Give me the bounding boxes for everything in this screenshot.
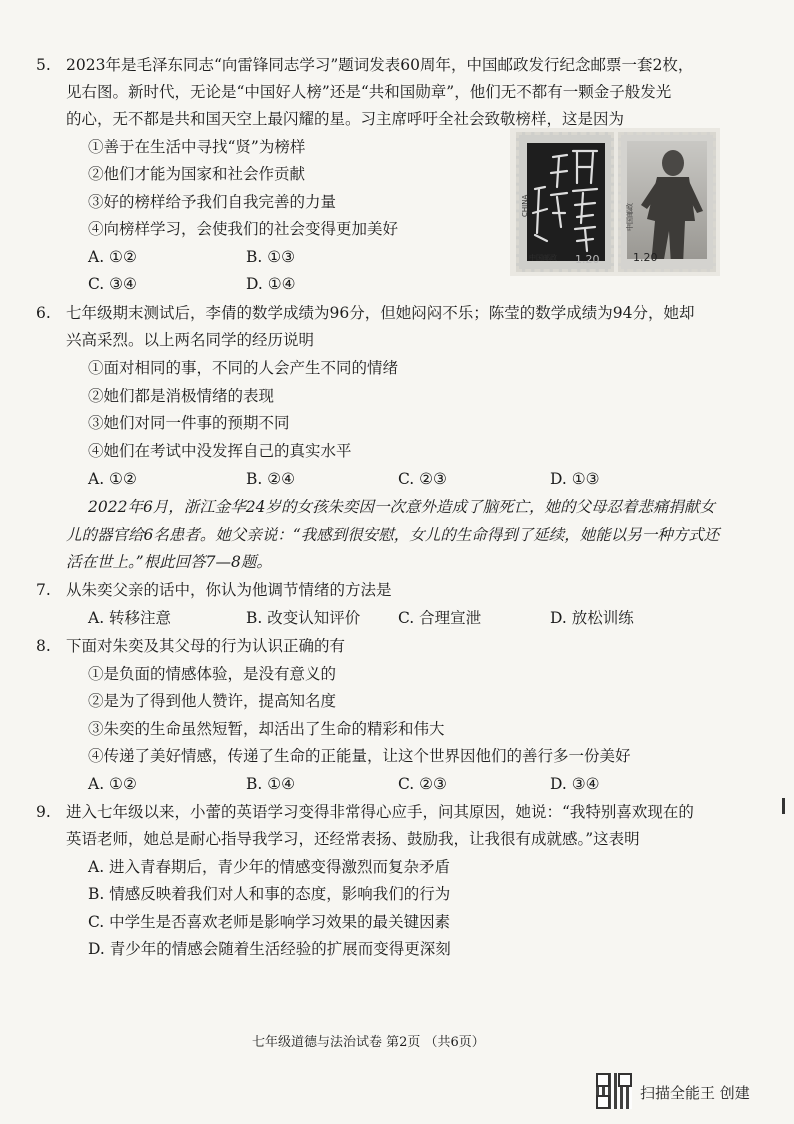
- material-line-2: 儿的器官给6名患者。她父亲说：“我感到很安慰，女儿的生命得到了延续，她能以另一种方式还: [66, 526, 720, 544]
- q5-option-a: A. ①②: [88, 248, 137, 266]
- q6-item-1: ①面对相同的事，不同的人会产生不同的情绪: [88, 359, 399, 377]
- q8-stem: 下面对朱奕及其父母的行为认识正确的有: [66, 637, 346, 655]
- calligraphy-strokes-icon: [527, 143, 605, 257]
- q6-stem-line-2: 兴高采烈。以上两名同学的经历说明: [66, 331, 315, 349]
- q5-item-3: ③好的榜样给予我们自我完善的力量: [88, 193, 337, 211]
- qr-code-icon: [596, 1073, 632, 1109]
- q8-item-1: ①是负面的情感体验，是没有意义的: [88, 665, 337, 683]
- q5-option-d: D. ①④: [246, 275, 296, 293]
- scanner-watermark: [596, 1073, 786, 1113]
- q8-number: 8.: [36, 637, 51, 655]
- q5-stem-line-2: 见右图。新时代，无论是“中国好人榜”还是“共和国勋章”，他们无不都有一颗金子般发光: [66, 83, 672, 101]
- q5-stem-line-1: 2023年是毛泽东同志“向雷锋同志学习”题词发表60周年，中国邮政发行纪念邮票一套2枚，: [66, 56, 694, 74]
- stamp-a-post: 中国邮政: [529, 254, 557, 262]
- q9-option-b: B. 情感反映着我们对人和事的态度，影响我们的行为: [88, 885, 451, 903]
- scanner-app-label: 扫描全能王 创建: [640, 1084, 750, 1102]
- q8-option-a: A. ①②: [88, 775, 137, 793]
- q6-option-a: A. ①②: [88, 470, 137, 488]
- portrait-stamp: [618, 132, 716, 272]
- material-line-1: 2022年6月，浙江金华24岁的女孩朱奕因一次意外造成了脑死亡，她的父母忍着悲痛捐献女: [88, 498, 716, 516]
- q7-option-b: B. 改变认知评价: [246, 609, 361, 627]
- stamp-a-value: 1.20: [575, 253, 600, 266]
- q9-number: 9.: [36, 803, 51, 821]
- q6-item-3: ③她们对同一件事的预期不同: [88, 414, 290, 432]
- q9-option-d: D. 青少年的情感会随着生活经验的扩展而变得更深刻: [88, 940, 451, 958]
- commemorative-stamps-image: [510, 128, 720, 276]
- q6-option-b: B. ②④: [246, 470, 296, 488]
- q6-item-2: ②她们都是消极情绪的表现: [88, 387, 275, 405]
- material-line-3: 活在世上。”根此回答7—8题。: [66, 553, 272, 571]
- q7-option-d: D. 放松训练: [550, 609, 634, 627]
- stamp-a-country: CHINA: [521, 194, 529, 217]
- q6-option-c: C. ②③: [398, 470, 447, 488]
- q6-number: 6.: [36, 304, 51, 322]
- q5-item-1: ①善于在生活中寻找“贤”为榜样: [88, 138, 306, 156]
- q8-option-d: D. ③④: [550, 775, 600, 793]
- q6-item-4: ④她们在考试中没发挥自己的真实水平: [88, 442, 352, 460]
- soldier-figure-icon: [627, 141, 707, 259]
- q8-item-2: ②是为了得到他人赞许，提高知名度: [88, 692, 337, 710]
- stamp-b-post: 中国邮政: [626, 203, 634, 231]
- q7-stem: 从朱奕父亲的话中，你认为他调节情绪的方法是: [66, 581, 392, 599]
- q5-stem-line-3: 的心，无不都是共和国天空上最闪耀的星。习主席呼吁全社会致敬榜样，这是因为: [66, 110, 625, 128]
- calligraphy-stamp: [516, 132, 614, 272]
- q7-option-c: C. 合理宣泄: [398, 609, 482, 627]
- q5-option-c: C. ③④: [88, 275, 137, 293]
- page-footer: 七年级道德与法治试卷 第2页 （共6页）: [252, 1035, 485, 1050]
- q8-option-c: C. ②③: [398, 775, 447, 793]
- q5-item-2: ②他们才能为国家和社会作贡献: [88, 165, 306, 183]
- q6-stem-line-1: 七年级期末测试后，李倩的数学成绩为96分，但她闷闷不乐；陈莹的数学成绩为94分，她却: [66, 304, 695, 322]
- q9-stem-line-1: 进入七年级以来，小蕾的英语学习变得非常得心应手，问其原因，她说：“我特别喜欢现在的: [66, 803, 694, 821]
- q5-number: 5.: [36, 56, 51, 74]
- q8-item-4: ④传递了美好情感，传递了生命的正能量，让这个世界因他们的善行多一份美好: [88, 747, 631, 765]
- q8-item-3: ③朱奕的生命虽然短暂，却活出了生命的精彩和伟大: [88, 720, 445, 738]
- q7-number: 7.: [36, 581, 51, 599]
- q5-option-b: B. ①③: [246, 248, 296, 266]
- q7-option-a: A. 转移注意: [88, 609, 172, 627]
- scan-edge-mark: [782, 798, 785, 814]
- q5-item-4: ④向榜样学习，会使我们的社会变得更加美好: [88, 220, 399, 238]
- q9-option-a: A. 进入青春期后，青少年的情感变得激烈而复杂矛盾: [88, 858, 451, 876]
- stamp-b-value: 1.20: [633, 251, 658, 264]
- q8-option-b: B. ①④: [246, 775, 296, 793]
- q6-option-d: D. ①③: [550, 470, 600, 488]
- q9-option-c: C. 中学生是否喜欢老师是影响学习效果的最关键因素: [88, 913, 451, 931]
- q9-stem-line-2: 英语老师，她总是耐心指导我学习，还经常表扬、鼓励我，让我很有成就感。”这表明: [66, 830, 640, 848]
